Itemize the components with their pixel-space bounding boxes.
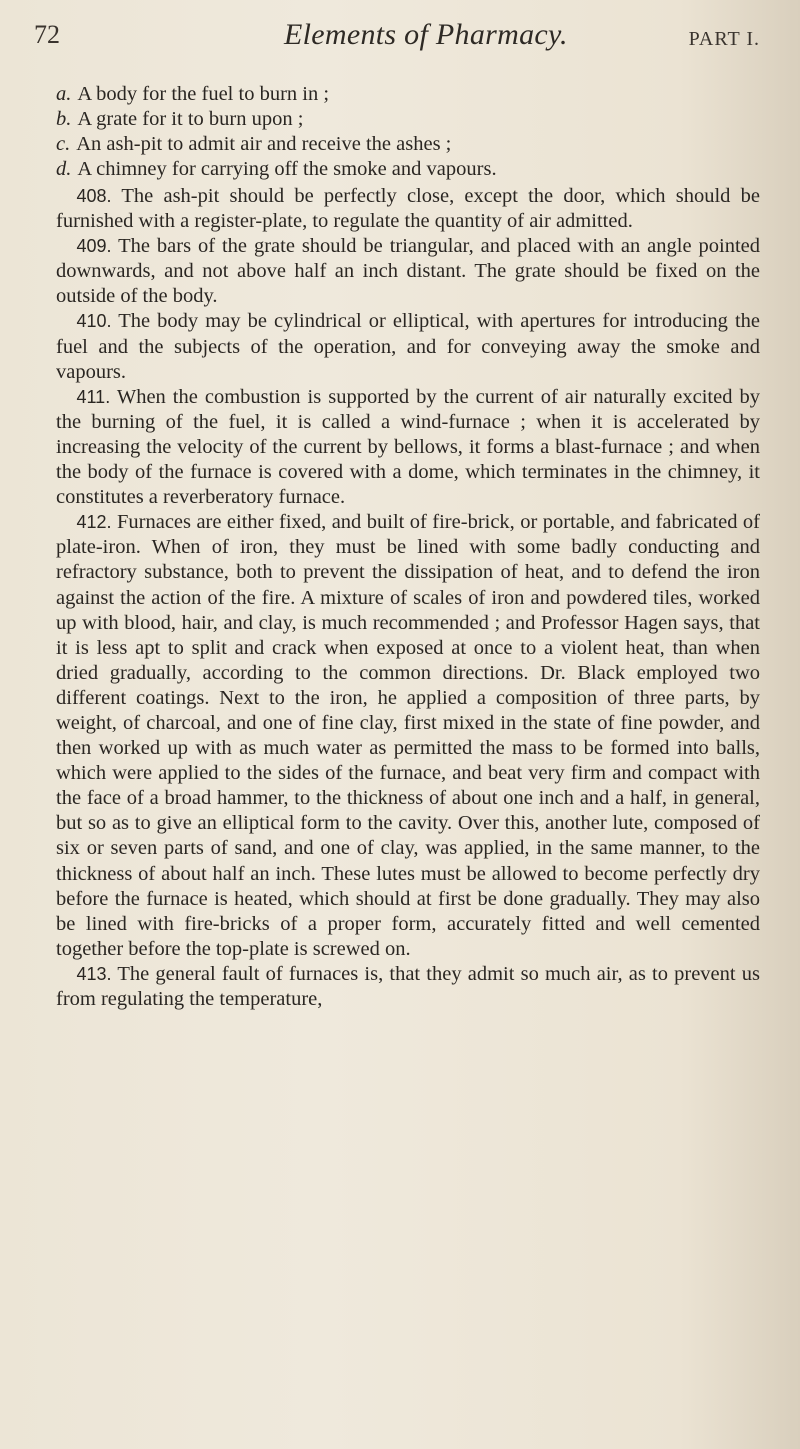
paragraph-text: When the combustion is supported by the current of air naturally excited by the burning of the fuel, it is called a wind-furnace ; when it is accelerated by increasing the velocity of the current by bellows, it forms a blast-furnace ; and when the body of the furnace is covered with a dome, which terminates in the chimney, it constitutes a reverberatory furnace. — [56, 385, 760, 509]
furnace-parts-list — [56, 82, 760, 182]
paragraph-number: 409. — [76, 236, 112, 257]
paragraph-text: Furnaces are either fixed, and built of fire-brick, or portable, and fabricated of plate-iron. When of iron, they must be lined with some badly conducting and refractory substance, both to prevent the dissipation of heat, and to defend the iron against the action of the fire. A mixture of scales of iron and powdered tiles, worked up with blood, hair, and clay, is much recommended ; and Professor Hagen says, that it is less apt to split and crack when exposed at once to a violent heat, than when dried gradually, according to the common directions. Dr. Black employed two different coatings. Next to the iron, he applied a composition of three parts, by weight, of charcoal, and one of fine clay, first mixed in the state of fine powder, and then worked up with as much water as permitted the mass to be formed into balls, which were applied to the sides of the furnace, and beat very firm and compact with the face of a broad hammer, to the thickness of about one inch and a half, in general, but so as to give an elliptical form to the cavity. Over this, another lute, composed of six or seven parts of sand, and one of clay, was applied, in the same manner, to the thickness of about half an inch. These lutes must be allowed to become perfectly dry before the furnace is heated, which should at first be done gradually. They may also be lined with fire-bricks of a proper form, accurately fitted and well cemented together before the top-plate is screwed on. — [56, 511, 760, 960]
paragraph-number: 413. — [76, 963, 112, 984]
list-item — [56, 107, 760, 132]
list-text: An ash-pit to admit air and receive the ashes ; — [76, 133, 452, 155]
list-item — [56, 157, 760, 182]
paragraph-number: 408. — [76, 186, 112, 206]
list-item — [56, 132, 760, 157]
paragraph-413 — [56, 962, 760, 1012]
list-item — [56, 82, 760, 107]
paragraph-411 — [56, 385, 760, 510]
paragraph-text: The ash-pit should be perfectly close, except the door, which should be furnished with a register-plate, to regulate the quantity of air admitted. — [56, 185, 760, 233]
paragraph-text: The general fault of furnaces is, that they admit so much air, as to prevent us from regulating the temperature, — [56, 962, 760, 1010]
running-title: Elements of Pharmacy. — [284, 18, 568, 51]
list-letter: a. — [56, 83, 72, 105]
paragraph-408 — [56, 184, 760, 234]
paragraph-number: 412. — [76, 512, 112, 533]
paragraph-text: The bars of the grate should be triangular, and placed with an angle pointed downwards, and not above half an inch distant. The grate should be fixed on the outside of the body. — [56, 235, 760, 308]
page-header — [34, 18, 760, 62]
page-number: 72 — [34, 20, 60, 49]
body-text — [56, 184, 760, 1012]
part-label: PART I. — [688, 28, 760, 50]
list-letter: c. — [56, 133, 71, 155]
list-letter: d. — [56, 158, 72, 180]
list-letter: b. — [56, 108, 72, 130]
paragraph-410 — [56, 309, 760, 384]
paragraph-409 — [56, 234, 760, 309]
paragraph-number: 410. — [76, 311, 112, 332]
paragraph-text: The body may be cylindrical or elliptical, with apertures for introducing the fuel and the subjects of the operation, and for conveying away the smoke and vapours. — [56, 310, 760, 383]
list-text: A grate for it to burn upon ; — [77, 108, 304, 130]
paragraph-number: 411. — [76, 386, 111, 407]
list-text: A body for the fuel to burn in ; — [77, 83, 330, 105]
paragraph-412 — [56, 510, 760, 962]
list-text: A chimney for carrying off the smoke and vapours. — [77, 158, 497, 180]
